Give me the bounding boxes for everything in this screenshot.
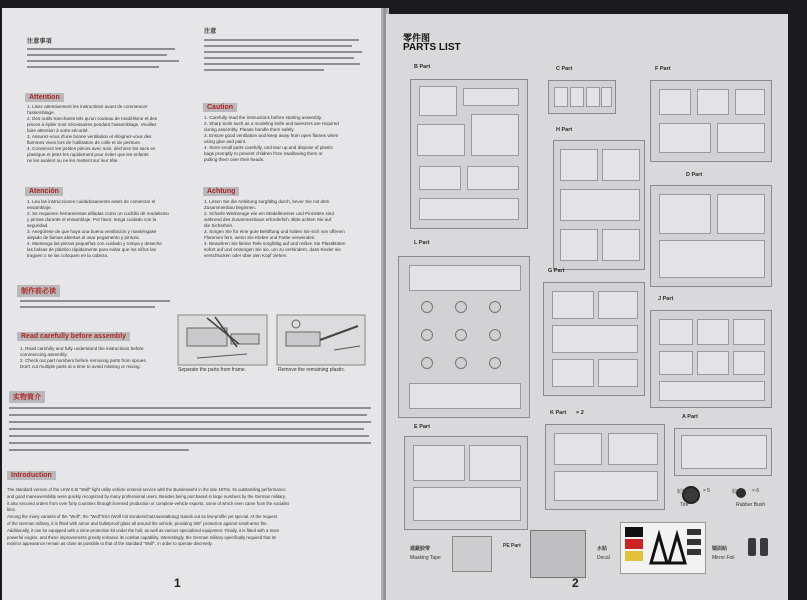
label-k-part: K Part [550, 410, 567, 416]
decal-label: Decal [597, 555, 610, 561]
tire-label: Tire [680, 502, 689, 508]
pe-part-label: PE Part [503, 543, 521, 549]
mirror-foil-piece-1 [748, 538, 756, 556]
sprue-e [404, 436, 528, 530]
masking-tape-cjk: 遮蔽胶带 [410, 546, 431, 552]
trim-parts-illustration [276, 314, 366, 366]
masking-tape-label: Masking Tape [410, 555, 441, 561]
introduction-heading: Introduction [7, 471, 56, 480]
read-carefully-heading: Read carefully before assembly [17, 332, 130, 341]
parts-list-title: PARTS LIST [403, 42, 461, 53]
achtung-text: 1. Lesen Sie die Anleitung sorgfältig durch, bevor Sie mit dem Zusammenbau beginnen. 2. Scharfe Werkzeuge wie ein Modellmesser und Pinzetten sind während des Zusammenbaus erforderlich. Bitte achten Sie auf die Sicherheit. 3. Sorgen Sie für eine gute Belüftung und halten Sie sich von offenen Flammen fern, wenn Sie Kleber und Farbe verwenden. 4. Bewahren Sie kleine Teile sorgfältig auf und reißen Sie Plastiktüten sofort auf und entsorgen Sie sie, um zu verhindern, dass Kinder sie verschlucken oder über den Kopf ziehen. [204, 199, 346, 258]
sprue-d [650, 185, 772, 287]
sprue-a-body [674, 428, 772, 476]
label-e-part: E Part [414, 424, 430, 430]
sprue-g [543, 282, 645, 396]
sprue-f [650, 80, 772, 162]
label-h-part: H Part [556, 127, 573, 133]
mirror-foil-label: Mirror Foil [712, 555, 735, 561]
label-d-part: D Part [686, 172, 703, 178]
page-number-left: 1 [174, 576, 181, 590]
attention-heading: Attention [25, 93, 64, 102]
attention-text: 1. Lisez attentivement les instructions avant de commencer l'assemblage. 2. Des outils tranchants tels qu'un couteau de modélisme et des pinces à épiler sont nécessaires pendant l'assemblage. Veuillez faire attention à votre sécurité. 3. Assurez-vous d'une bonne ventilation et éloignez-vous des flammes vives lors de l'utilisation de colle et de peinture. 4. Conservez les petites pièces avec soin, déchirez les sacs en plastique et jetez-les rapidement pour éviter que les enfants ne les avalent ou ne les mettent sur leur tête. [27, 104, 158, 163]
trim-parts-figure [276, 314, 366, 366]
label-g-part: G Part [548, 268, 565, 274]
rubber-bush-cjk: 胶套 [732, 489, 743, 495]
masking-tape-sheet [452, 536, 492, 572]
achtung-heading: Achtung [203, 187, 239, 196]
sprue-j [650, 310, 772, 408]
cut-parts-figure [177, 314, 268, 366]
pe-fret [530, 530, 586, 578]
label-a-part: A Part [682, 414, 698, 420]
cut-caption: Separate the parts from frame. [178, 367, 247, 373]
trim-caption: Remove the remaining plastic. [278, 367, 346, 373]
rubber-bush-label: Rubber Bush [736, 502, 766, 508]
rubber-bush-quantity: × 6 [752, 488, 760, 494]
introduction-text: The standard version of the LKW 0.5t "Wolf" light utility vehicle entered service with the Bundeswehr in the late 1970s. Its outstanding performance and good maneuverability were quickly recognized by many professional users. Besides being purchased in large numbers by the German military, it also secured orders from over forty countries through licensed production or complete-vehicle exports, some of which even came from the socialist bloc. Among the many variants of the "Wolf", the "Wolf"SSA (Wolf mit Sonderschutzausstattung) stands out as low-profile yet special. At the request of the German military, it is fitted with armor and bulletproof glass all around the vehicle, providing 360° protection against small-arms fire. Additionally, it can be equipped with a mine-protection kit under the hull, as well as various specialized equipment. Finally, it is fitted with a more powerful engine, and these improvements greatly enhance its combat capability. Interestingly, the German military specifically required that its exterior appearance remain as close as possible to that of the standard "Wolf", in order to operate discreetly. [7, 487, 289, 547]
caution-heading: Caution [203, 103, 237, 112]
tire-quantity: × 5 [703, 488, 711, 494]
sprue-l [398, 256, 530, 418]
label-j-part: J Part [658, 296, 674, 302]
sprue-b [410, 79, 528, 229]
tire-cjk: 轮胎 [677, 489, 688, 495]
decal-cjk: 水贴 [597, 546, 608, 552]
mirror-foil-piece-2 [760, 538, 768, 556]
label-l-part: L Part [414, 240, 430, 246]
caution-text: 1. Carefully read the instructions before starting assembly. 2. Sharp tools such as a modeling knife and tweezers are required during assembly. Please handle them safely. 3. Ensure good ventilation and keep away from open flames when using glue and paint. 4. Store small parts carefully, and tear up and dispose of plastic bags promptly to prevent children from swallowing them or pulling them over their heads. [204, 115, 339, 162]
k-part-quantity: × 2 [576, 410, 584, 416]
jp-notes-block [204, 36, 364, 94]
atencion-heading: Atención [25, 187, 63, 196]
decal-artwork [621, 523, 705, 573]
sprue-h [553, 140, 645, 270]
cjk-intro-block [9, 404, 373, 466]
label-f-part: F Part [655, 66, 671, 72]
label-c-part: C Part [556, 66, 573, 72]
label-b-part: B Part [414, 64, 431, 70]
atencion-text: 1. Lea las instrucciones cuidadosamente antes de comenzar el ensamblaje. 2. Se requieren herramientas afiladas como un cuchillo de modelismo y pinzas durante el ensamblaje. Por favor, tenga cuidado con la seguridad. 3. Asegúrese de que haya una buena ventilación y manténgase alejado de llamas abiertas al usar pegamento y pintura. 4. Mantenga las piezas pequeñas con cuidado y rompa y deseche las bolsas de plástico rápidamente para evitar que los niños las traguen o se las coloquen en la cabeza. [27, 199, 169, 258]
sprue-k [545, 424, 665, 510]
mirror-foil-cjk: 镜面贴 [712, 546, 728, 552]
page-number-right: 2 [572, 576, 579, 590]
cjk-heading-read: 制作前必读 [17, 285, 60, 297]
cjk-heading-notes-jp: 注意 [204, 29, 217, 35]
cjk-notes-block [27, 45, 182, 81]
cut-parts-illustration [177, 314, 268, 366]
cjk-heading-intro: 实物简介 [9, 391, 45, 403]
cjk-read-block [20, 297, 180, 317]
sprue-c [548, 80, 616, 114]
read-carefully-text: 1. Read carefully and fully understand the instructions before commencing assembly. 2. Check out part numbers before removing parts from sprues. Don't cut multiple parts at a time to avoid missing or mixing. [20, 346, 147, 369]
parts-list-cjk-title: 零件图 [403, 33, 431, 43]
decal-sheet [620, 522, 706, 574]
cjk-heading-notes: 注意事項 [27, 39, 52, 45]
